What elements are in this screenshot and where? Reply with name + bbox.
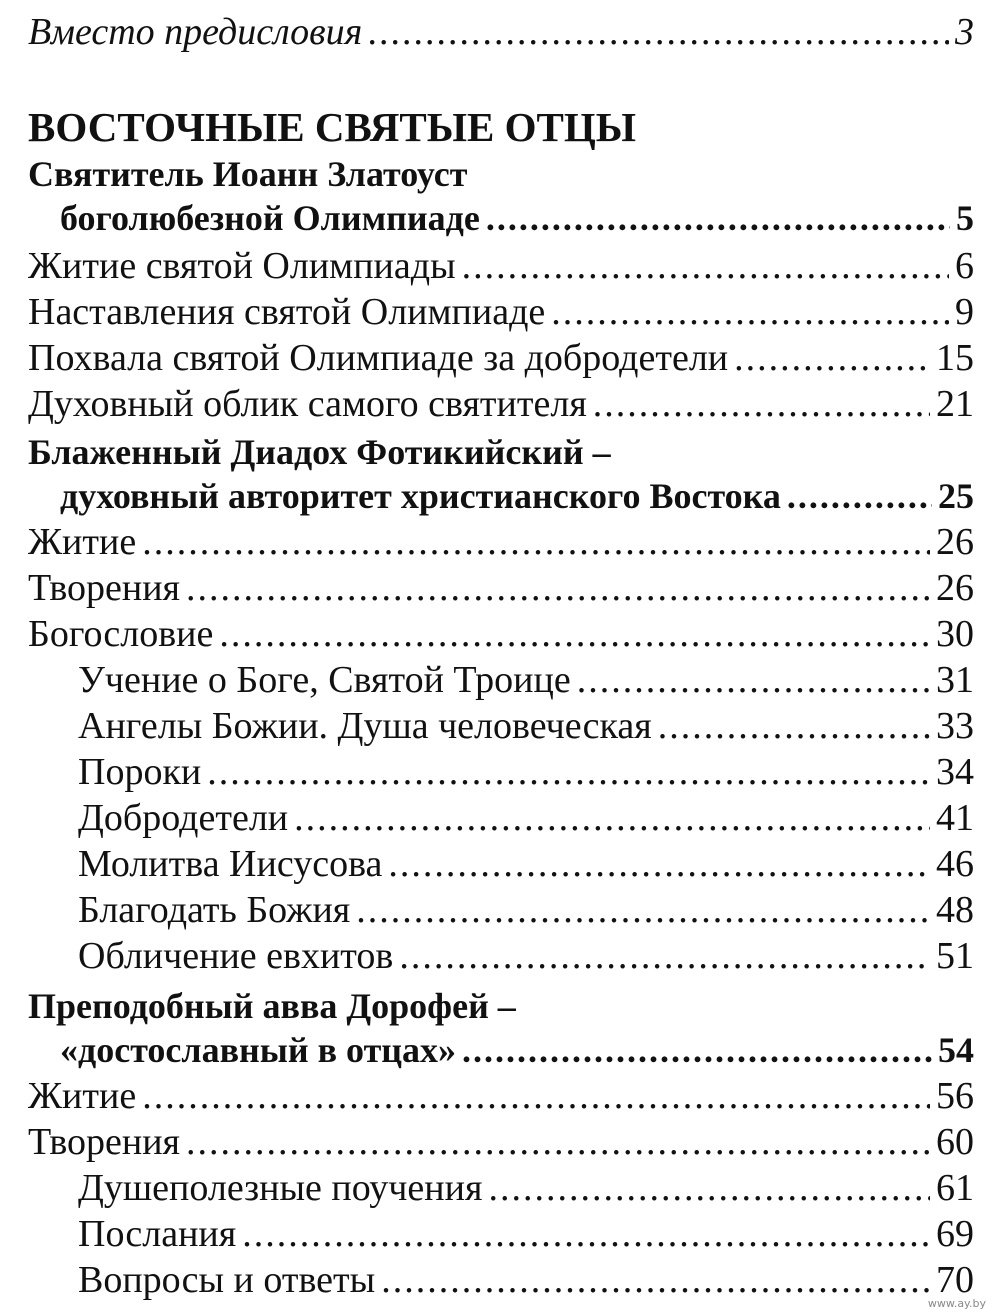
toc-entry-page: 46 bbox=[936, 843, 974, 885]
toc-entry-title: Похвала святой Олимпиаде за добродетели bbox=[28, 337, 729, 379]
toc-entry-page: 26 bbox=[936, 567, 974, 609]
dot-leader bbox=[219, 608, 930, 660]
toc-entry-page: 60 bbox=[936, 1121, 974, 1163]
toc-subentry[interactable] bbox=[78, 930, 974, 982]
toc-entry-title: Житие bbox=[28, 1075, 137, 1117]
toc-subentry[interactable] bbox=[78, 700, 974, 752]
toc-entry-page: 6 bbox=[955, 245, 974, 287]
toc-entry-dorotheus[interactable] bbox=[60, 1024, 974, 1076]
toc-entry-title: Послания bbox=[78, 1213, 237, 1255]
section-heading: ВОСТОЧНЫЕ СВЯТЫЕ ОТЦЫ bbox=[28, 104, 636, 150]
toc-entry-page: 70 bbox=[936, 1259, 974, 1301]
dot-leader bbox=[488, 1162, 930, 1214]
dot-leader bbox=[399, 930, 930, 982]
dot-leader bbox=[551, 286, 949, 338]
toc-subentry[interactable] bbox=[78, 654, 974, 706]
dot-leader bbox=[658, 700, 930, 752]
toc-entry[interactable] bbox=[28, 1116, 974, 1168]
toc-entry-title: Ангелы Божии. Душа человеческая bbox=[78, 705, 652, 747]
toc-entry[interactable] bbox=[28, 516, 974, 568]
toc-entry-title: Духовный облик самого святителя bbox=[28, 383, 587, 425]
toc-subentry[interactable] bbox=[78, 792, 974, 844]
toc-entry-page: 56 bbox=[936, 1075, 974, 1117]
dot-leader bbox=[577, 654, 930, 706]
dot-leader bbox=[734, 332, 930, 384]
toc-entry[interactable] bbox=[28, 562, 974, 614]
toc-entry-page: 69 bbox=[936, 1213, 974, 1255]
toc-entry-title: Наставления святой Олимпиаде bbox=[28, 291, 546, 333]
dot-leader bbox=[593, 378, 930, 430]
toc-entry-title: Душеполезные поучения bbox=[78, 1167, 483, 1209]
toc-entry[interactable] bbox=[28, 240, 974, 292]
toc-entry-title: боголюбезной Олимпиаде bbox=[60, 198, 480, 238]
toc-entry-page: 9 bbox=[955, 291, 974, 333]
toc-entry-page: 33 bbox=[936, 705, 974, 747]
toc-entry-page: 21 bbox=[936, 383, 974, 425]
dot-leader bbox=[186, 562, 930, 614]
toc-entry-title: Творения bbox=[28, 567, 181, 609]
toc-entry-page: 31 bbox=[936, 659, 974, 701]
toc-entry-title: Добродетели bbox=[78, 797, 289, 839]
dot-leader bbox=[381, 1254, 930, 1306]
toc-entry[interactable] bbox=[28, 1070, 974, 1122]
author-heading-diadochos: Блаженный Диадох Фотикийский – bbox=[28, 432, 611, 472]
toc-entry-page: 5 bbox=[956, 198, 974, 238]
toc-entry[interactable] bbox=[28, 378, 974, 430]
dot-leader bbox=[462, 240, 949, 292]
dot-leader bbox=[207, 746, 930, 798]
toc-entry-page: 61 bbox=[936, 1167, 974, 1209]
toc-subentry[interactable] bbox=[78, 838, 974, 890]
toc-subentry[interactable] bbox=[78, 1208, 974, 1260]
toc-entry-page: 25 bbox=[938, 476, 974, 516]
toc-entry-diadochos[interactable] bbox=[60, 470, 974, 522]
toc-entry-page: 30 bbox=[936, 613, 974, 655]
author-heading-chrysostom: Святитель Иоанн Златоуст bbox=[28, 154, 468, 194]
dot-leader bbox=[486, 192, 950, 244]
toc-subentry[interactable] bbox=[78, 884, 974, 936]
toc-entry[interactable] bbox=[28, 332, 974, 384]
toc-entry-page: 15 bbox=[936, 337, 974, 379]
toc-entry-page: 41 bbox=[936, 797, 974, 839]
toc-entry-preface[interactable] bbox=[28, 6, 974, 58]
dot-leader bbox=[388, 838, 930, 890]
toc-entry-chrysostom[interactable] bbox=[60, 192, 974, 244]
toc-entry-title: духовный авторитет христианского Востока bbox=[60, 476, 781, 516]
toc-entry[interactable] bbox=[28, 608, 974, 660]
dot-leader bbox=[186, 1116, 930, 1168]
toc-entry-page: 51 bbox=[936, 935, 974, 977]
dot-leader bbox=[294, 792, 930, 844]
toc-entry-title: Житие bbox=[28, 521, 137, 563]
toc-entry-title: Обличение евхитов bbox=[78, 935, 394, 977]
toc-entry-page: 26 bbox=[936, 521, 974, 563]
toc-entry-title: Житие святой Олимпиады bbox=[28, 245, 456, 287]
toc-entry-page: 34 bbox=[936, 751, 974, 793]
toc-entry-page: 48 bbox=[936, 889, 974, 931]
dot-leader bbox=[142, 516, 930, 568]
toc-entry-title: Пороки bbox=[78, 751, 202, 793]
toc-entry-title: Благодать Божия bbox=[78, 889, 351, 931]
toc-entry-title: Вместо предисловия bbox=[28, 11, 363, 53]
toc-entry-title: Молитва Иисусова bbox=[78, 843, 383, 885]
toc-entry[interactable] bbox=[28, 286, 974, 338]
dot-leader bbox=[142, 1070, 930, 1122]
dot-leader bbox=[356, 884, 930, 936]
toc-entry-page: 3 bbox=[955, 11, 974, 53]
toc-entry-title: Творения bbox=[28, 1121, 181, 1163]
dot-leader bbox=[462, 1024, 932, 1076]
toc-subentry[interactable] bbox=[78, 746, 974, 798]
dot-leader bbox=[787, 470, 932, 522]
author-heading-dorotheus: Преподобный авва Дорофей – bbox=[28, 986, 516, 1026]
toc-entry-title: Учение о Боге, Святой Троице bbox=[78, 659, 571, 701]
watermark-text: www.ay.by bbox=[927, 1297, 986, 1310]
toc-subentry[interactable] bbox=[78, 1254, 974, 1306]
toc-subentry[interactable] bbox=[78, 1162, 974, 1214]
dot-leader bbox=[242, 1208, 930, 1260]
toc-entry-title: «достославный в отцах» bbox=[60, 1030, 456, 1070]
toc-entry-title: Вопросы и ответы bbox=[78, 1259, 376, 1301]
dot-leader bbox=[368, 6, 949, 58]
toc-entry-page: 54 bbox=[938, 1030, 974, 1070]
toc-entry-title: Богословие bbox=[28, 613, 214, 655]
